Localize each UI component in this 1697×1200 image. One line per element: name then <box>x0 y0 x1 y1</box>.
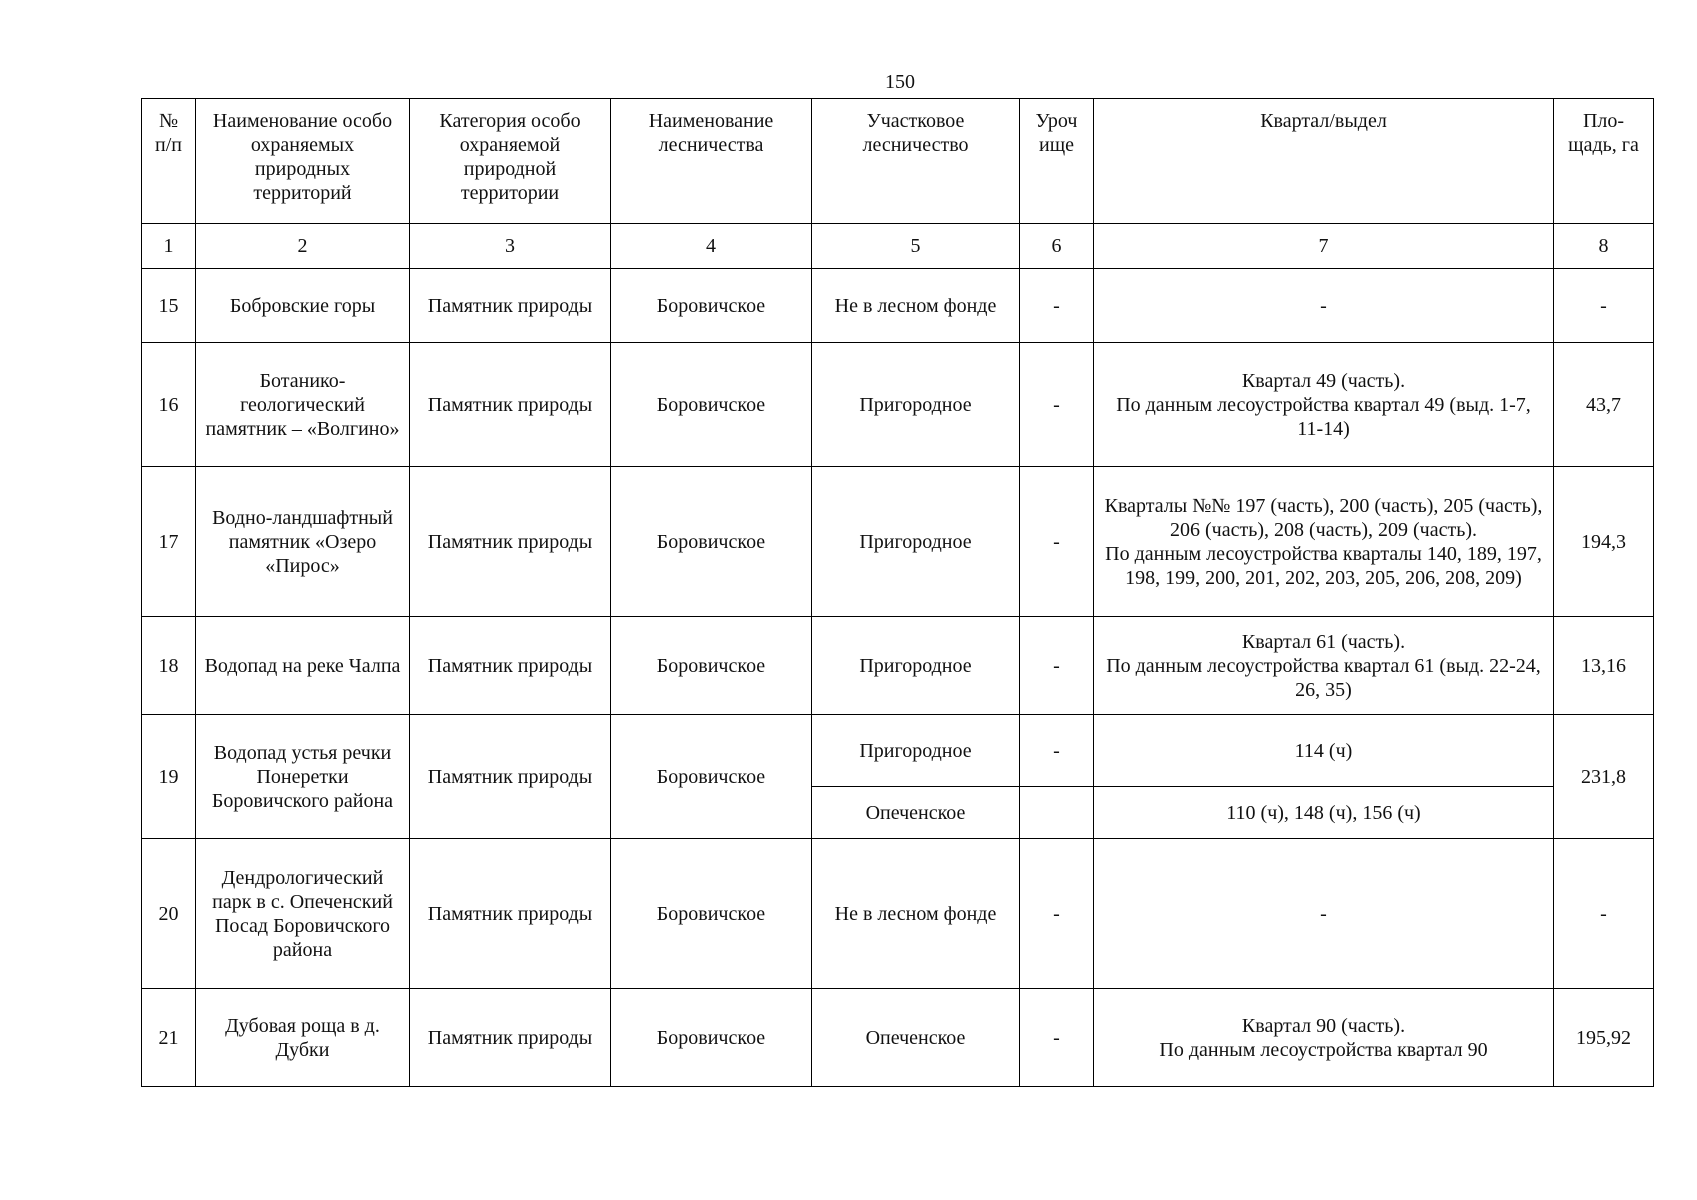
tract: - <box>1020 715 1094 787</box>
forestry-name: Боровичское <box>611 989 812 1087</box>
page-number: 150 <box>885 71 915 93</box>
forestry-name: Боровичское <box>611 715 812 839</box>
header-row <box>142 99 1654 224</box>
protected-areas-table <box>141 98 1654 1087</box>
quarter: - <box>1094 269 1554 343</box>
area-ha: 43,7 <box>1554 343 1654 467</box>
quarter: Квартал 90 (часть). По данным лесоустройства квартал 90 <box>1094 989 1554 1087</box>
area-category: Памятник природы <box>410 343 611 467</box>
district-forestry: Не в лесном фонде <box>812 269 1020 343</box>
area-name: Ботанико-геологический памятник – «Волгино» <box>196 343 410 467</box>
tract: - <box>1020 839 1094 989</box>
area-name: Водопад на реке Чалпа <box>196 617 410 715</box>
area-name: Водопад устья речки Понеретки Боровичского района <box>196 715 410 839</box>
header-tract: Уроч ище <box>1020 99 1094 224</box>
column-number: 5 <box>812 224 1020 269</box>
district-forestry: Пригородное <box>812 715 1020 787</box>
column-number: 7 <box>1094 224 1554 269</box>
tract: - <box>1020 269 1094 343</box>
header-category: Категория особо охраняемой природной территории <box>410 99 611 224</box>
area-category: Памятник природы <box>410 839 611 989</box>
column-number-row <box>142 224 1654 269</box>
table-row <box>142 269 1654 343</box>
area-ha: 231,8 <box>1554 715 1654 839</box>
area-name: Дендрологический парк в с. Опеченский Посад Боровичского района <box>196 839 410 989</box>
quarter: - <box>1094 839 1554 989</box>
quarter: Квартал 49 (часть). По данным лесоустройства квартал 49 (выд. 1-7, 11-14) <box>1094 343 1554 467</box>
header-forestry: Наименование лесничества <box>611 99 812 224</box>
header-district-forestry: Участковое лесничество <box>812 99 1020 224</box>
area-name: Дубовая роща в д. Дубки <box>196 989 410 1087</box>
tract <box>1020 787 1094 839</box>
table-row <box>142 617 1654 715</box>
quarter: Кварталы №№ 197 (часть), 200 (часть), 205 (часть), 206 (часть), 208 (часть), 209 (часть). По данным лесоустройства кварталы 140, 189, 197, 198, 199, 200, 201, 202, 203, 205, 206, 208, 209) <box>1094 467 1554 617</box>
row-number: 15 <box>142 269 196 343</box>
area-category: Памятник природы <box>410 617 611 715</box>
district-forestry: Не в лесном фонде <box>812 839 1020 989</box>
column-number: 8 <box>1554 224 1654 269</box>
table-row <box>142 343 1654 467</box>
forestry-name: Боровичское <box>611 467 812 617</box>
tract: - <box>1020 343 1094 467</box>
table-row <box>142 715 1654 787</box>
row-number: 17 <box>142 467 196 617</box>
area-ha: 13,16 <box>1554 617 1654 715</box>
row-number: 20 <box>142 839 196 989</box>
column-number: 3 <box>410 224 611 269</box>
row-number: 16 <box>142 343 196 467</box>
header-area: Пло- щадь, га <box>1554 99 1654 224</box>
tract: - <box>1020 467 1094 617</box>
district-forestry: Пригородное <box>812 617 1020 715</box>
district-forestry: Опеченское <box>812 989 1020 1087</box>
quarter: 114 (ч) <box>1094 715 1554 787</box>
row-number: 19 <box>142 715 196 839</box>
table-row <box>142 467 1654 617</box>
quarter: 110 (ч), 148 (ч), 156 (ч) <box>1094 787 1554 839</box>
area-category: Памятник природы <box>410 715 611 839</box>
column-number: 6 <box>1020 224 1094 269</box>
area-category: Памятник природы <box>410 269 611 343</box>
area-ha: 194,3 <box>1554 467 1654 617</box>
header-number: № п/п <box>142 99 196 224</box>
table-row <box>142 839 1654 989</box>
column-number: 1 <box>142 224 196 269</box>
row-number: 21 <box>142 989 196 1087</box>
district-forestry: Пригородное <box>812 467 1020 617</box>
area-category: Памятник природы <box>410 467 611 617</box>
area-name: Водно-ландшафтный памятник «Озеро «Пирос» <box>196 467 410 617</box>
forestry-name: Боровичское <box>611 269 812 343</box>
area-ha: - <box>1554 269 1654 343</box>
quarter: Квартал 61 (часть). По данным лесоустройства квартал 61 (выд. 22-24, 26, 35) <box>1094 617 1554 715</box>
column-number: 4 <box>611 224 812 269</box>
district-forestry: Опеченское <box>812 787 1020 839</box>
tract: - <box>1020 617 1094 715</box>
area-ha: - <box>1554 839 1654 989</box>
area-name: Бобровские горы <box>196 269 410 343</box>
area-category: Памятник природы <box>410 989 611 1087</box>
forestry-name: Боровичское <box>611 343 812 467</box>
header-area-name: Наименование особо охраняемых природных территорий <box>196 99 410 224</box>
area-ha: 195,92 <box>1554 989 1654 1087</box>
column-number: 2 <box>196 224 410 269</box>
forestry-name: Боровичское <box>611 617 812 715</box>
row-number: 18 <box>142 617 196 715</box>
table-row <box>142 989 1654 1087</box>
district-forestry: Пригородное <box>812 343 1020 467</box>
tract: - <box>1020 989 1094 1087</box>
forestry-name: Боровичское <box>611 839 812 989</box>
header-quarter: Квартал/выдел <box>1094 99 1554 224</box>
